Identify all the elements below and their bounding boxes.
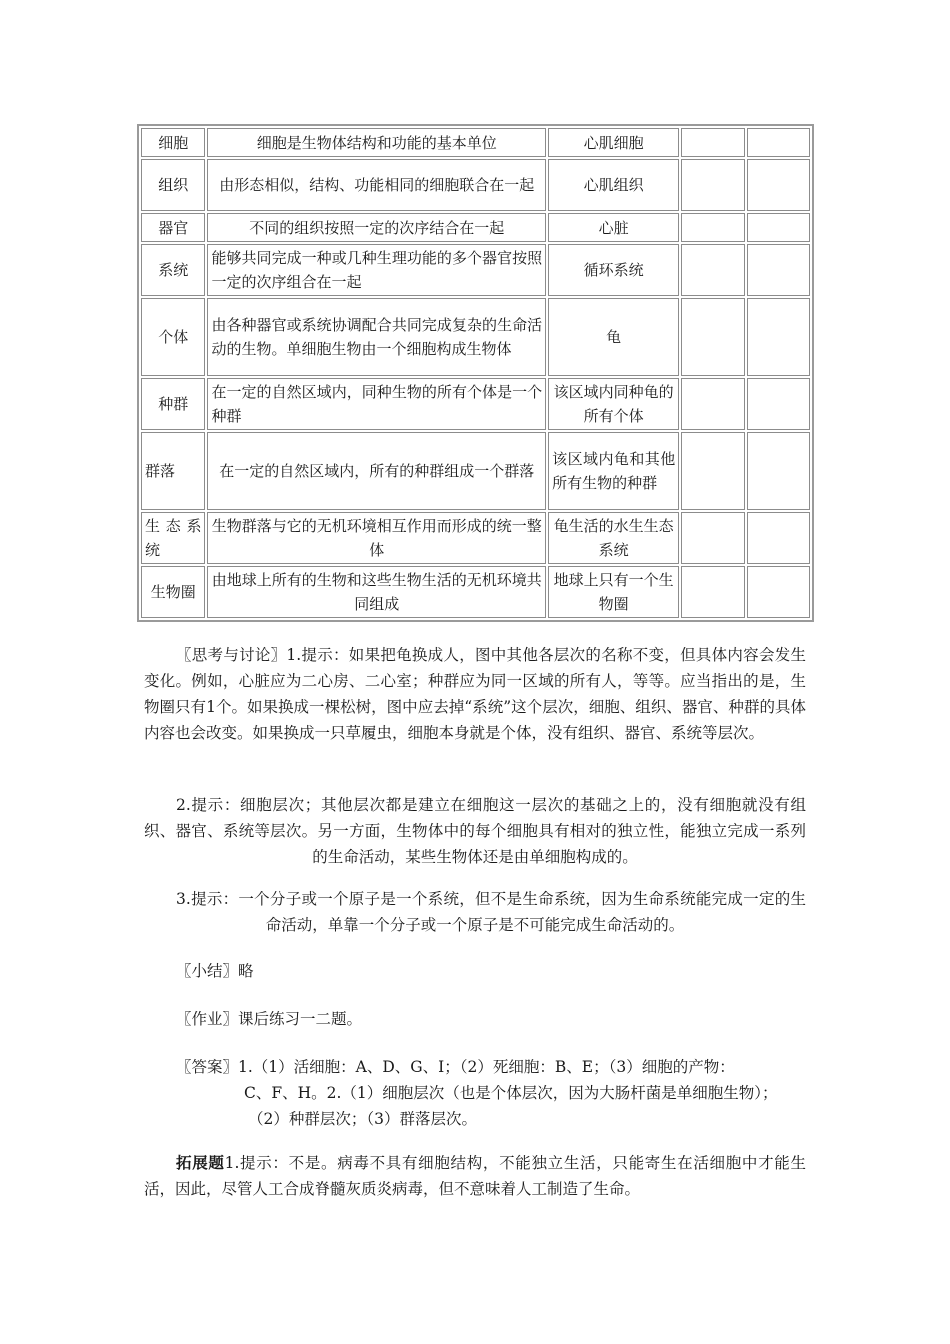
discussion-paragraph-1: 〖思考与讨论〗1.提示：如果把龟换成人，图中其他各层次的名称不变，但具体内容会发生变化。例如，心脏应为二心房、二心室；种群应为同一区域的所有人，等等。应当指出的是，生物圈只有1个。如果换成一棵松树，图中应去掉“系统”这个层次，细胞、组织、器官、种群的具体内容也会改变。如果换成一只草履虫，细胞本身就是个体，没有组织、器官、系统等层次。 — [144, 646, 806, 742]
table-row — [141, 128, 810, 157]
description-cell: 不同的组织按照一定的次序结合在一起 — [207, 213, 546, 242]
example-cell: 龟生活的水生生态系统 — [548, 512, 679, 564]
description-cell: 细胞是生物体结构和功能的基本单位 — [207, 128, 546, 157]
life-system-levels-table — [137, 124, 814, 622]
empty-cell — [747, 159, 810, 211]
empty-cell — [681, 244, 744, 296]
example-cell: 该区域内龟和其他所有生物的种群 — [548, 432, 679, 510]
description-cell: 能够共同完成一种或几种生理功能的多个器官按照一定的次序组合在一起 — [207, 244, 546, 296]
description-cell: 由地球上所有的生物和这些生物生活的无机环境共同组成 — [207, 566, 546, 618]
table-row — [141, 298, 810, 376]
extension-paragraph — [144, 1150, 806, 1202]
level-cell: 生态系统 — [141, 512, 205, 564]
table-row — [141, 159, 810, 211]
answers-line: 〖答案〗1.（1）活细胞：A、D、G、I；（2）死细胞：B、E；（3）细胞的产物： — [176, 1058, 735, 1076]
level-cell: 群落 — [141, 432, 205, 510]
empty-cell — [681, 298, 744, 376]
empty-cell — [747, 298, 810, 376]
description-cell: 在一定的自然区域内，所有的种群组成一个群落 — [207, 432, 546, 510]
homework-line: 〖作业〗课后练习一二题。 — [176, 1010, 363, 1028]
empty-cell — [747, 432, 810, 510]
level-cell: 生物圈 — [141, 566, 205, 618]
empty-cell — [747, 512, 810, 564]
description-cell: 在一定的自然区域内，同种生物的所有个体是一个种群 — [207, 378, 546, 430]
table-row — [141, 512, 810, 564]
example-cell: 心脏 — [548, 213, 679, 242]
example-cell: 循环系统 — [548, 244, 679, 296]
answers-line: C、F、H。2.（1）细胞层次（也是个体层次，因为大肠杆菌是单细胞生物）； — [244, 1084, 778, 1102]
empty-cell — [681, 159, 744, 211]
level-cell: 种群 — [141, 378, 205, 430]
empty-cell — [747, 566, 810, 618]
table-row — [141, 432, 810, 510]
example-cell: 地球上只有一个生物圈 — [548, 566, 679, 618]
level-cell: 个体 — [141, 298, 205, 376]
summary-line: 〖小结〗略 — [176, 962, 254, 980]
table-row — [141, 213, 810, 242]
level-cell: 系统 — [141, 244, 205, 296]
empty-cell — [681, 512, 744, 564]
example-cell: 龟 — [548, 298, 679, 376]
discussion-paragraph-3: 3.提示：一个分子或一个原子是一个系统，但不是生命系统，因为生命系统能完成一定的生命活动，单靠一个分子或一个原子是不可能完成生命活动的。 — [176, 890, 806, 934]
empty-cell — [747, 378, 810, 430]
answers-line: （2）种群层次；（3）群落层次。 — [248, 1110, 477, 1128]
table-row — [141, 244, 810, 296]
example-cell: 心肌细胞 — [548, 128, 679, 157]
table-row — [141, 378, 810, 430]
empty-cell — [747, 213, 810, 242]
empty-cell — [681, 128, 744, 157]
empty-cell — [747, 244, 810, 296]
level-cell: 细胞 — [141, 128, 205, 157]
description-cell: 生物群落与它的无机环境相互作用而形成的统一整体 — [207, 512, 546, 564]
description-cell: 由各种器官或系统协调配合共同完成复杂的生命活动的生物。单细胞生物由一个细胞构成生物体 — [207, 298, 546, 376]
extension-text: 1.提示：不是。病毒不具有细胞结构，不能独立生活，只能寄生在活细胞中才能生活，因此，尽管人工合成脊髓灰质炎病毒，但不意味着人工制造了生命。 — [144, 1154, 806, 1198]
empty-cell — [681, 213, 744, 242]
answers-block — [144, 1054, 816, 1132]
empty-cell — [681, 566, 744, 618]
empty-cell — [681, 432, 744, 510]
description-cell: 由形态相似，结构、功能相同的细胞联合在一起 — [207, 159, 546, 211]
example-cell: 该区域内同种龟的所有个体 — [548, 378, 679, 430]
empty-cell — [747, 128, 810, 157]
extension-label: 拓展题 — [176, 1153, 225, 1172]
table-row — [141, 566, 810, 618]
empty-cell — [681, 378, 744, 430]
example-cell: 心肌组织 — [548, 159, 679, 211]
level-cell: 器官 — [141, 213, 205, 242]
level-cell: 组织 — [141, 159, 205, 211]
discussion-paragraph-2: 2.提示：细胞层次；其他层次都是建立在细胞这一层次的基础之上的，没有细胞就没有组织、器官、系统等层次。另一方面，生物体中的每个细胞具有相对的独立性，能独立完成一系列的生命活动，某些生物体还是由单细胞构成的。 — [144, 796, 806, 866]
